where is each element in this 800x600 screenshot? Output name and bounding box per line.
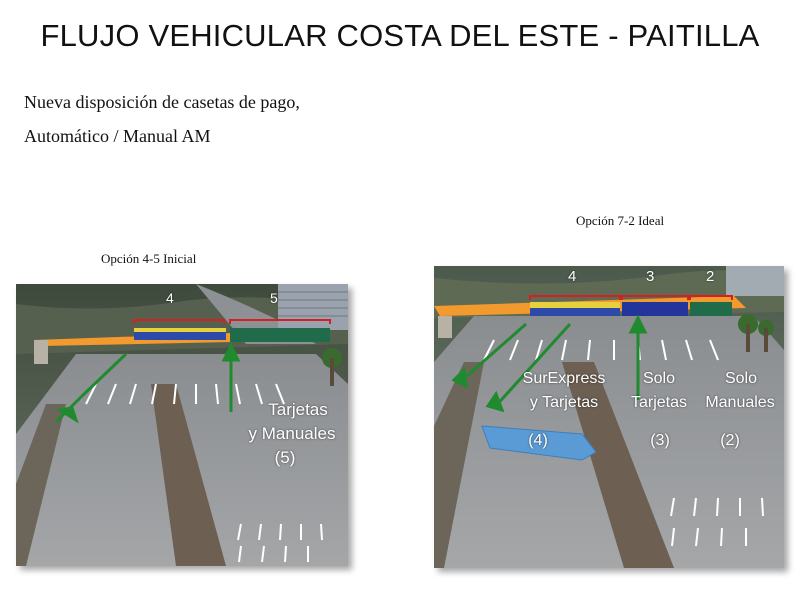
left-label-tarjetas: Tarjetas bbox=[268, 400, 328, 419]
group-surexpress-line2: y Tarjetas bbox=[529, 394, 599, 411]
group-solo-manuales-line2: Manuales bbox=[705, 394, 775, 411]
left-panel-caption: Opción 4-5 Inicial bbox=[101, 251, 197, 266]
group-solo-tarjetas-line1: Solo bbox=[642, 370, 676, 387]
slide-title: FLUJO VEHICULAR COSTA DEL ESTE - PAITILLA bbox=[40, 18, 760, 53]
group-solo-tarjetas-count: (3) bbox=[650, 432, 670, 449]
subtitle-line-2: Automático / Manual AM bbox=[24, 126, 211, 146]
left-label-manuales: y Manuales bbox=[248, 424, 336, 443]
group-solo-manuales-line1: Solo bbox=[724, 370, 758, 387]
left-num-4: 4 bbox=[166, 290, 174, 306]
group-surexpress-count: (4) bbox=[528, 432, 548, 449]
group-surexpress-line1: SurExpress bbox=[522, 370, 606, 387]
right-num-4: 4 bbox=[568, 268, 577, 285]
right-toll-render bbox=[434, 266, 784, 568]
right-num-2: 2 bbox=[706, 268, 715, 285]
right-num-3: 3 bbox=[646, 268, 655, 285]
left-num-5: 5 bbox=[270, 290, 278, 306]
right-panel-caption: Opción 7-2 Ideal bbox=[576, 213, 665, 228]
subtitle-line-1: Nueva disposición de casetas de pago, bbox=[24, 92, 300, 112]
group-solo-tarjetas-line2: Tarjetas bbox=[630, 394, 688, 411]
left-toll-render bbox=[16, 284, 348, 566]
left-label-count: (5) bbox=[274, 448, 296, 467]
group-solo-manuales-count: (2) bbox=[720, 432, 740, 449]
